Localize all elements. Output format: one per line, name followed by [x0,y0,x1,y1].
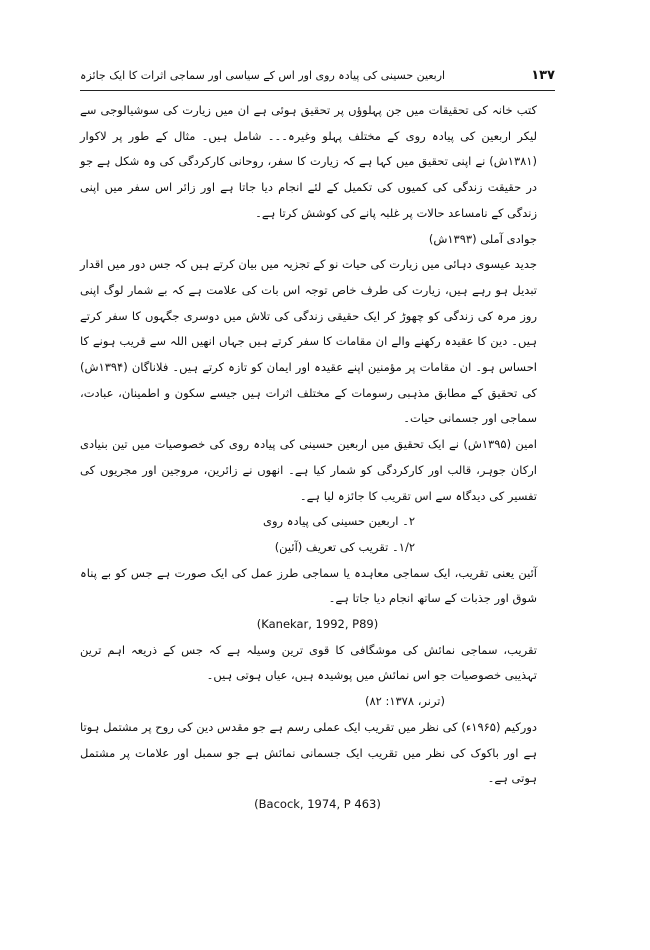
page-number: ۱۳۷ [531,68,555,83]
paragraph-5: تقریب، سماجی نمائش کی موشگافی کا قوی ترین وسیلہ ہے کہ جس کے ذریعہ اہم ترین تہذیبی خصوصیات جو اس نمائش میں پوشیدہ ہیں، عیاں ہوتی ہیں۔ [80,642,537,683]
page-header [80,68,555,90]
running-title: اربعین حسینی کی پیادہ روی اور اس کے سیاسی اور سماجی اثرات کا ایک جائزہ [80,69,446,82]
header-rule [80,90,555,91]
paragraph-1: کتب خانہ کی تحقیقات میں جن پہلوؤں پر تحقیق ہوئی ہے ان میں زیارت کی سوشیالوجی سے لیکر اربعین کی پیادہ روی کے مختلف پہلو وغیرہ۔۔۔ شامل ہیں۔ مثال کے طور پر لاکوار (۱۳۸۱ش) نے اپنی تحقیق میں کہا ہے کہ زیارت کا سفر، روحانی کارکردگی کی وہ شکل ہے جو در حقیقت زندگی کی کمیوں کی تکمیل کے لئے انجام دیا جاتا ہے اور زائر اس سفر میں اپنی زندگی کے نامساعد حالات پر غلبہ پانے کی کوشش کرتا ہے۔ [80,103,537,220]
citation-kanekar: (Kanekar, 1992, P89) [256,617,379,632]
subsection-heading: ۱/۲۔ تقریب کی تعریف (آئین) [274,539,415,554]
author-line: جوادی آملی (۱۳۹۳ش) [428,231,537,246]
paragraph-3: امین (۱۳۹۵ش) نے ایک تحقیق میں اربعین حسینی کی پیادہ روی کی خصوصیات میں تین بنیادی ارکان جوہر، قالب اور کارکردگی کو شمار کیا ہے۔ انھوں نے زائرین، مروجین اور مجریوں کی تفسیر کی دیدگاہ سے اس تقریب کا جائزہ لیا ہے۔ [80,437,537,503]
section-heading: ۲۔ اربعین حسینی کی پیادہ روی [262,514,415,529]
body-text [80,98,555,818]
paragraph-2: جدید عیسوی دہائی میں زیارت کی حیات نو کے تجزیہ میں بیان کرتے ہیں کہ جس دور میں اقدار تبدیل ہو رہے ہیں، زیارت کی طرف خاص توجہ اس بات کی علامت ہے کہ بے شمار لوگ اپنی روز مرہ کی زندگی کو چھوڑ کر ایک حقیقی زندگی کی تلاش میں دوسری جگہوں کا سفر کرتے ہیں۔ دین کا عقیدہ رکھنے والے ان مقامات کا سفر کرتے ہیں جہاں انھیں اللہ سے قریب ہونے کا احساس ہو۔ ان مقامات پر مؤمنین اپنے عقیدہ اور ایمان کو تازہ کرتے ہیں۔ فلاناگان (۱۳۹۴ش) کی تحقیق کے مطابق مذہبی رسومات کے مختلف اثرات ہیں جیسے سکون و اطمینان، عبادت، سماجی اور جسمانی حیات۔ [80,257,537,426]
paragraph-4: آئین یعنی تقریب، ایک سماجی معاہدہ یا سماجی طرز عمل کی ایک صورت ہے جس کو بے پناہ شوق اور جذبات کے ساتھ انجام دیا جاتا ہے۔ [80,565,537,606]
citation-bacock: (Bacock, 1974, P 463) [254,796,381,811]
paragraph-6: دورکیم (۱۹۶۵ء) کی نظر میں تقریب ایک عملی رسم ہے جو مقدس دین کی روح پر مشتمل ہوتا ہے اور باکوک کی نظر میں تقریب ایک جسمانی نمائش ہے جو سمبل اور علامات پر مشتمل ہوتی ہے۔ [80,719,537,786]
citation-turner: (ترنر، ۱۳۷۸: ۸۲) [364,694,445,709]
